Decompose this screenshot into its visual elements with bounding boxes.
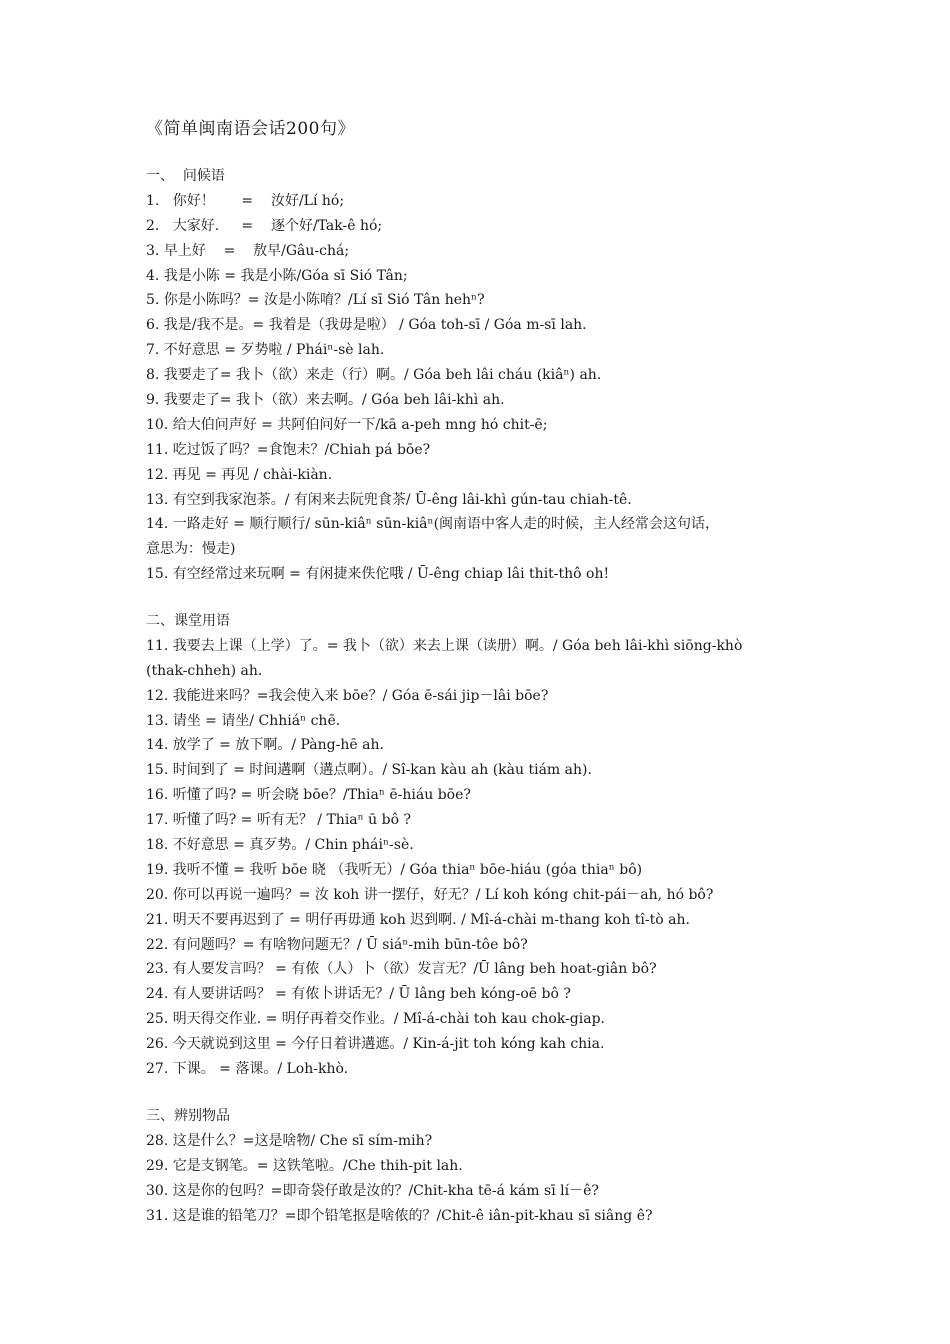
phrase-line: 30. 这是你的包吗？=即奇袋仔敢是汝的？/Chit-kha tē-á kám sī lí－ê? <box>146 1182 599 1199</box>
phrase-line: 11. 我要去上课（上学）了。= 我卜（欲）来去上课（读册）啊。/ Góa beh lâi-khì siōng-khò <box>146 637 743 654</box>
phrase-line: 8. 我要走了= 我卜（欲）来走（行）啊。/ Góa beh lâi cháu (kiâⁿ) ah. <box>146 367 602 384</box>
phrase-line: 9. 我要走了= 我卜（欲）来去啊。/ Góa beh lâi-khì ah. <box>146 392 505 409</box>
section-greetings <box>146 164 846 587</box>
phrase-line: 15. 时间到了 = 时间遘啊（遘点啊）。/ Sî-kan kàu ah (kàu tiám ah). <box>146 762 592 779</box>
phrase-line: 12. 我能进来吗？=我会使入来 bōe？/ Góa ē-sái jip－lâi bōe? <box>146 687 549 704</box>
phrase-line: 17. 听懂了吗? = 听有无？ / Thiaⁿ ū bô ? <box>146 812 411 829</box>
phrase-line: 16. 听懂了吗? = 听会晓 bōe？/Thiaⁿ ē-hiáu bōe? <box>146 787 471 804</box>
phrase-line: 14. 一路走好 = 顺行顺行/ sūn-kiâⁿ sūn-kiâⁿ(闽南语中客人走的时候，主人经常会这句话， <box>146 516 720 533</box>
phrase-line-continued: 意思为：慢走) <box>146 541 236 558</box>
phrase-line: 1. 你好！ = 汝好/Lí hó; <box>146 192 345 209</box>
phrase-line: 6. 我是/我不是。= 我着是（我毋是啦） / Góa toh-sī / Góa m-sī lah. <box>146 317 587 334</box>
phrase-line: 26. 今天就说到这里 = 今仔日着讲遘遮。/ Kin-á-jit toh kóng kah chia. <box>146 1036 605 1053</box>
phrase-line: 21. 明天不要再迟到了 = 明仔再毋通 koh 迟到啊. / Mî-á-chài m-thang koh tî-tò ah. <box>146 911 690 928</box>
phrase-line: 27. 下课。 = 落课。/ Loh-khò. <box>146 1061 349 1078</box>
phrase-line: 2. 大家好. = 逐个好/Tak-ê hó; <box>146 217 383 234</box>
phrase-line: 10. 给大伯问声好 = 共阿伯问好一下/kā a-peh mng hó chit-ē; <box>146 416 548 433</box>
phrase-line: 11. 吃过饭了吗？=食饱未？/Chiah pá bōe? <box>146 441 431 458</box>
phrase-line: 29. 它是支钢笔。= 这铁笔啦。/Che thih-pit lah. <box>146 1157 463 1174</box>
phrase-line: 12. 再见 = 再见 / chài-kiàn. <box>146 466 333 483</box>
phrase-line: 7. 不好意思 = 歹势啦 / Pháiⁿ-sè lah. <box>146 342 385 359</box>
phrase-line: 19. 我听不懂 = 我听 bōe 晓 （我听无）/ Góa thiaⁿ bōe-hiáu (góa thiaⁿ bô) <box>146 861 643 878</box>
phrase-line: 3. 早上好 = 敖早/Gâu-chá; <box>146 242 350 259</box>
phrase-line: 25. 明天得交作业. = 明仔再着交作业。/ Mî-á-chài toh kau chok-giap. <box>146 1011 605 1028</box>
phrase-line: 23. 有人要发言吗？ = 有侬（人）卜（欲）发言无？/Ū lâng beh hoat-giân bô? <box>146 961 657 978</box>
phrase-line: 18. 不好意思 = 真歹势。/ Chin pháiⁿ-sè. <box>146 837 414 854</box>
phrase-line: 22. 有问题吗？= 有啥物问题无？/ Ū siáⁿ-mih būn-tôe bô? <box>146 936 528 953</box>
phrase-line: 15. 有空经常过来玩啊 = 有闲捷来佚佗哦 / Ū-êng chiap lâi thit-thô oh! <box>146 566 610 583</box>
phrase-line-continued: (thak-chheh) ah. <box>146 662 263 679</box>
phrase-line: 14. 放学了 = 放下啊。/ Pàng-hē ah. <box>146 737 384 754</box>
phrase-line: 5. 你是小陈吗？= 汝是小陈唷？/Lí sī Sió Tân hehⁿ? <box>146 292 485 309</box>
section-identify-objects <box>146 1104 846 1228</box>
phrase-line: 4. 我是小陈 = 我是小陈/Góa sī Sió Tân; <box>146 267 408 284</box>
document-title: 《简单闽南语会话200句》 <box>146 119 355 139</box>
phrase-line: 13. 有空到我家泡茶。/ 有闲来去阮兜食茶/ Ū-êng lâi-khì gún-tau chiah-tê. <box>146 491 632 508</box>
section-classroom <box>146 609 846 1082</box>
section-heading: 一、 问候语 <box>146 168 225 184</box>
phrase-line: 24. 有人要讲话吗？ = 有侬卜讲话无？/ Ū lâng beh kóng-oē bô ? <box>146 986 571 1003</box>
phrase-line: 31. 这是谁的铅笔刀？=即个铅笔抠是啥侬的？/Chit-ê iân-pit-khau sī siâng ê? <box>146 1207 653 1224</box>
phrase-line: 28. 这是什么？=这是啥物/ Che sī sím-mih? <box>146 1132 433 1149</box>
section-heading: 三、辨别物品 <box>146 1108 230 1124</box>
section-heading: 二、课堂用语 <box>146 613 230 629</box>
phrase-line: 13. 请坐 = 请坐/ Chhiáⁿ chē. <box>146 712 341 729</box>
phrase-line: 20. 你可以再说一遍吗？= 汝 koh 讲一摆仔，好无？/ Lí koh kóng chit-pái－ah, hó bô? <box>146 886 714 903</box>
